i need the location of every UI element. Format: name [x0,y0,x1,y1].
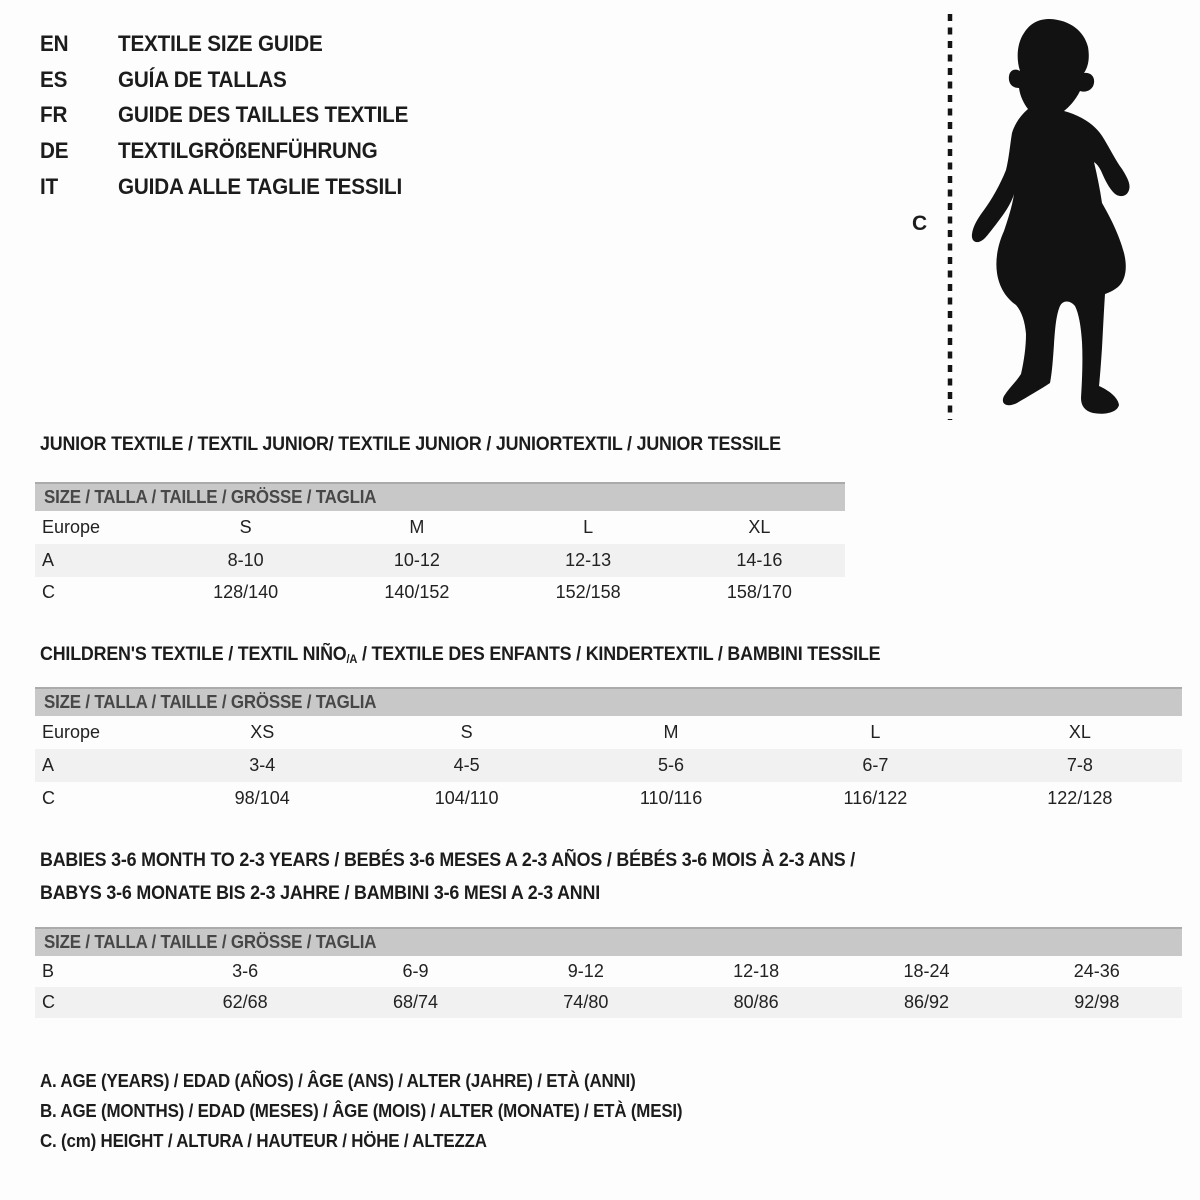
junior-size-header-label: SIZE / TALLA / TAILLE / GRÖSSE / TAGLIA [44,487,377,507]
language-row-it [40,169,427,205]
language-row-en [40,26,427,62]
language-code-it: IT [40,174,59,200]
legend-height-cm: C. (cm) HEIGHT / ALTURA / HAUTEUR / HÖHE / ALTEZZA [40,1131,487,1151]
junior-region-label: Europe [42,517,101,537]
babies-height-value: 86/92 [903,992,949,1012]
junior-section-title: JUNIOR TEXTILE / TEXTIL JUNIOR/ TEXTILE JUNIOR / JUNIORTEXTIL / JUNIOR TESSILE [40,434,781,455]
height-dashed-line-icon [946,14,954,420]
children-size-l: L [870,722,881,742]
junior-size-s: S [239,517,252,537]
language-title-en: TEXTILE SIZE GUIDE [118,30,323,56]
language-code-en: EN [40,30,69,56]
junior-region-row [35,511,845,544]
children-age-value: 4-5 [453,755,480,775]
babies-months-value: 6-9 [402,961,429,981]
junior-size-table [35,482,845,608]
babies-size-header-label: SIZE / TALLA / TAILLE / GRÖSSE / TAGLIA [44,932,377,952]
junior-age-value: 8-10 [227,550,264,570]
language-row-fr [40,98,427,134]
children-size-header-bar [35,687,1182,716]
children-size-xl: XL [1068,722,1091,742]
babies-months-value: 18-24 [903,961,950,981]
children-height-value: 104/110 [434,787,499,808]
children-height-row [35,782,1182,814]
language-row-es [40,62,427,98]
toddler-silhouette-icon [968,16,1140,418]
junior-height-row-label: C [42,582,55,602]
children-height-row-label: C [42,787,55,808]
babies-months-value: 12-18 [733,961,780,981]
babies-size-table [35,927,1182,1018]
children-region-row [35,716,1182,749]
language-title-it: GUIDA ALLE TAGLIE TESSILI [118,174,403,200]
children-age-value: 7-8 [1066,755,1093,775]
babies-months-value: 9-12 [567,961,604,981]
children-height-value: 98/104 [234,787,290,808]
babies-title-line2: BABYS 3-6 MONATE BIS 2-3 JAHRE / BAMBINI 3-6 MESI A 2-3 ANNI [40,883,601,904]
language-code-de: DE [40,138,69,164]
children-age-row [35,749,1182,782]
babies-height-value: 68/74 [392,992,439,1012]
children-size-xs: XS [250,722,275,742]
language-title-list [40,26,427,205]
junior-age-value: 10-12 [393,550,440,570]
children-height-value: 122/128 [1047,787,1113,808]
legend-age-years: A. AGE (YEARS) / EDAD (AÑOS) / ÂGE (ANS) / ALTER (JAHRE) / ETÀ (ANNI) [40,1071,636,1091]
junior-age-value: 14-16 [736,550,783,570]
children-age-row-label: A [42,755,55,775]
language-title-es: GUÍA DE TALLAS [118,66,287,92]
children-height-value: 110/116 [639,787,703,808]
children-section-title: CHILDREN'S TEXTILE / TEXTIL $NIÑO_{/A}$ / TEXTILE DES ENFANTS / KINDERTEXTIL / BAMBINI TESSILE [40,644,881,666]
children-size-m: M [663,722,679,742]
junior-size-l: L [583,517,594,537]
junior-age-row [35,544,845,577]
children-size-table [35,687,1182,814]
legend-age-months: B. AGE (MONTHS) / EDAD (MESES) / ÂGE (MOIS) / ALTER (MONATE) / ETÀ (MESI) [40,1101,683,1121]
children-title-subscript: /A [346,652,358,666]
child-height-figure [890,0,1200,430]
children-age-value: 3-4 [249,755,276,775]
language-title-de: TEXTILGRÖßENFÜHRUNG [118,138,378,164]
babies-height-value: 92/98 [1074,992,1120,1012]
babies-height-value: 80/86 [733,992,779,1012]
babies-size-header-bar [35,927,1182,956]
babies-title-line1: BABIES 3-6 MONTH TO 2-3 YEARS / BEBÉS 3-6 MESES A 2-3 AÑOS / BÉBÉS 3-6 MOIS À 2-3 ANS / [40,850,855,871]
junior-age-row-label: A [42,550,55,570]
height-measure-label: C [912,212,928,235]
junior-size-header-bar [35,482,845,511]
children-size-s: S [460,722,473,742]
babies-months-row-label: B [42,961,55,981]
measure-legend [40,1066,723,1156]
babies-height-value: 74/80 [563,992,609,1012]
junior-height-value: 128/140 [213,582,279,602]
babies-months-value: 3-6 [232,961,259,981]
language-code-fr: FR [40,102,68,128]
junior-size-m: M [409,517,425,537]
junior-height-value: 158/170 [726,582,792,602]
children-age-value: 6-7 [862,755,889,775]
language-row-de [40,133,427,169]
junior-size-xl: XL [748,517,771,537]
children-age-value: 5-6 [658,755,685,775]
babies-months-value: 24-36 [1073,961,1120,981]
language-code-es: ES [40,66,68,92]
children-size-header-label: SIZE / TALLA / TAILLE / GRÖSSE / TAGLIA [44,692,377,712]
babies-section-title [40,844,907,910]
junior-height-value: 152/158 [555,582,621,602]
babies-height-row-label: C [42,992,55,1012]
junior-age-value: 12-13 [565,550,612,570]
babies-months-row [35,956,1182,987]
language-title-fr: GUIDE DES TAILLES TEXTILE [118,102,409,128]
junior-height-row [35,577,845,608]
junior-height-value: 140/152 [384,582,450,602]
children-height-value: 116/122 [843,787,908,808]
children-region-label: Europe [42,722,101,742]
babies-height-value: 62/68 [222,992,268,1012]
babies-height-row [35,987,1182,1018]
